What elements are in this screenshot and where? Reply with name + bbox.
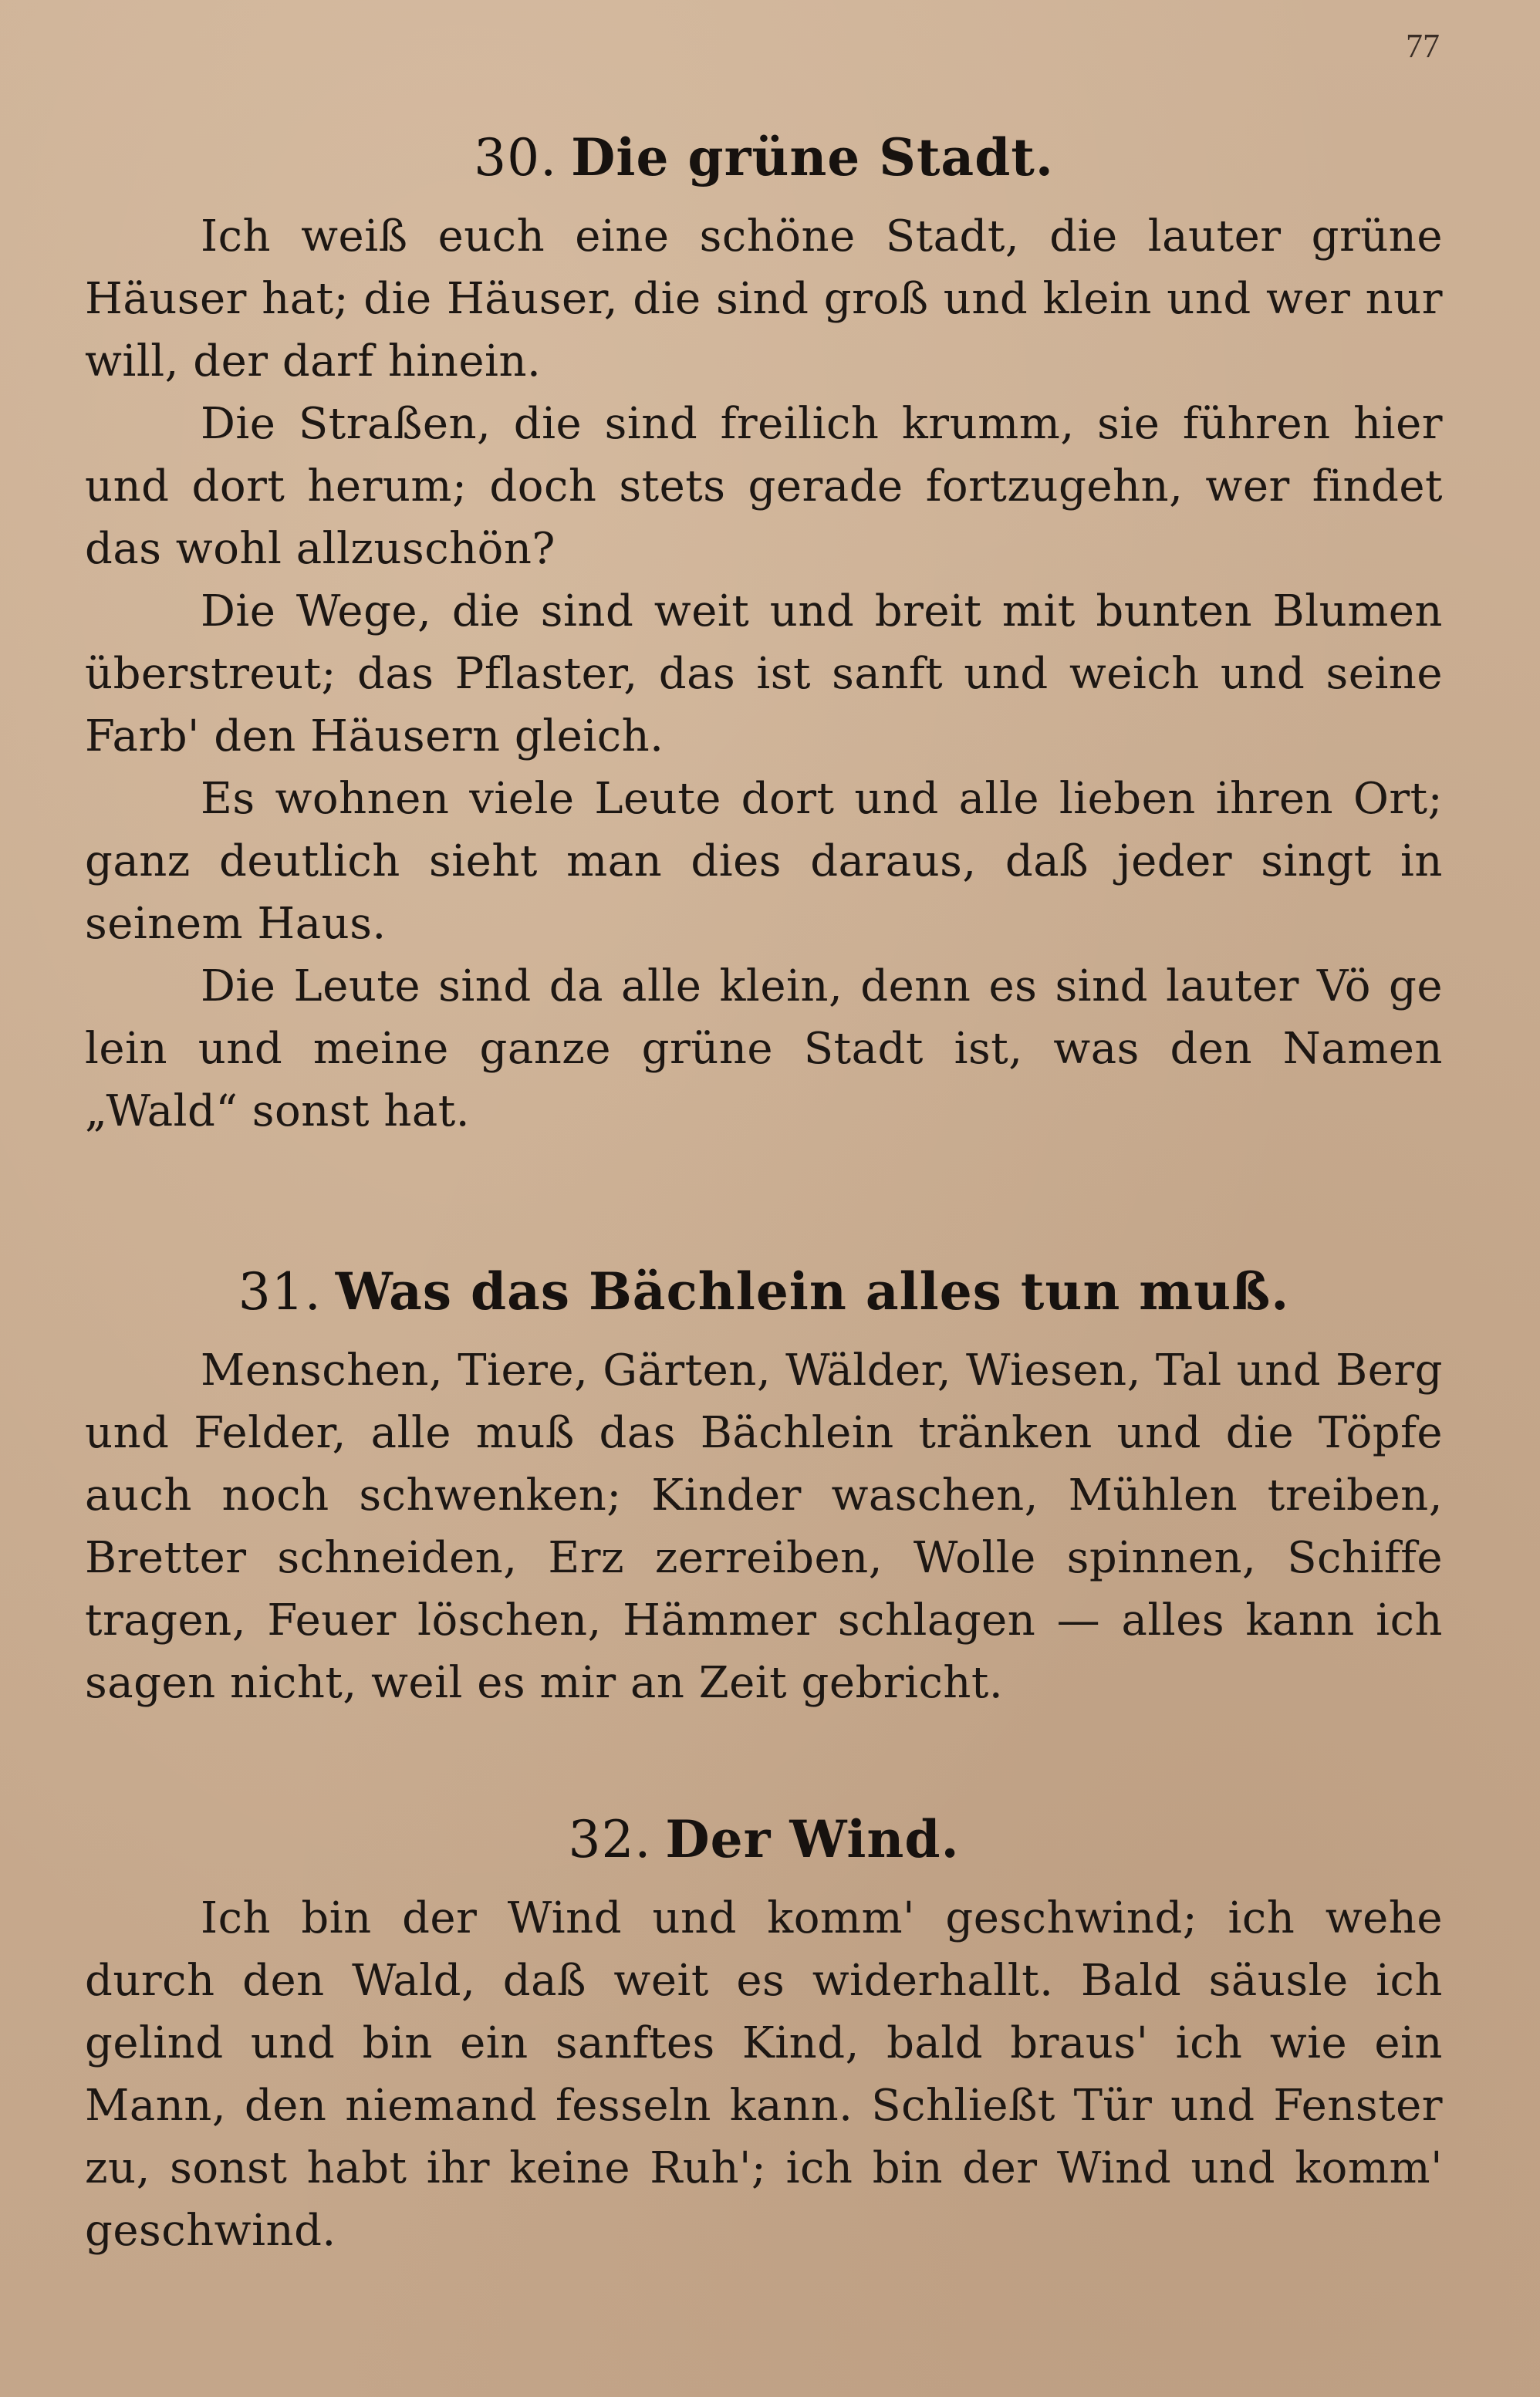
section-was-das-baechlein-alles-tun-muss xyxy=(85,1261,1443,1714)
section-number: 30. xyxy=(474,128,558,187)
paragraph: Ich bin der Wind und komm' geschwind; ich wehe durch den Wald, daß weit es widerhallt. Bald säusle ich gelind und bin ein sanftes Kind, bald braus' ich wie ein Mann, den niemand fesseln kann. Schließt Tür und Fenster zu, sonst habt ihr keine Ruh'; ich bin der Wind und komm' geschwind. xyxy=(85,1893,1443,2257)
paragraph: Die Straßen, die sind freilich krumm, sie führen hier und dort herum; doch stets gerade fortzugehn, wer findet das wohl allzuschön? xyxy=(85,399,1443,575)
paragraph: Die Wege, die sind weit und breit mit bunten Blumen überstreut; das Pflaster, das ist sanft und weich und seine Farb' den Häusern gleich. xyxy=(85,586,1443,762)
section-title: Die grüne Stadt. xyxy=(571,127,1054,187)
paragraph: Die Leute sind da alle klein, denn es sind lauter Vö ge lein und meine ganze grüne Stadt ist, was den Namen „Wald“ sonst hat. xyxy=(85,961,1443,1137)
section-heading xyxy=(85,1261,1443,1322)
section-die-gruene-stadt xyxy=(85,127,1443,1143)
section-title: Was das Bächlein alles tun muß. xyxy=(335,1261,1290,1322)
paragraph: Ich weiß euch eine schöne Stadt, die lauter grüne Häuser hat; die Häuser, die sind groß und klein und wer nur will, der darf hinein. xyxy=(85,211,1443,387)
section-heading xyxy=(85,1809,1443,1870)
paragraph: Es wohnen viele Leute dort und alle lieben ihren Ort; ganz deutlich sieht man dies daraus, daß jeder singt in seinem Haus. xyxy=(85,774,1443,950)
section-der-wind xyxy=(85,1809,1443,2262)
section-number: 32. xyxy=(568,1810,652,1869)
section-title: Der Wind. xyxy=(665,1809,960,1869)
page-number: 77 xyxy=(1406,27,1440,65)
section-heading xyxy=(85,127,1443,188)
paragraph: Menschen, Tiere, Gärten, Wälder, Wiesen, Tal und Berg und Felder, alle muß das Bächlein tränken und die Töpfe auch noch schwenken; Kinder waschen, Mühlen treiben, Bretter schneiden, Erz zerreiben, Wolle spinnen, Schiffe tragen, Feuer löschen, Hämmer schlagen — alles kann ich sagen nicht, weil es mir an Zeit gebricht. xyxy=(85,1345,1443,1709)
section-number: 31. xyxy=(238,1262,322,1322)
